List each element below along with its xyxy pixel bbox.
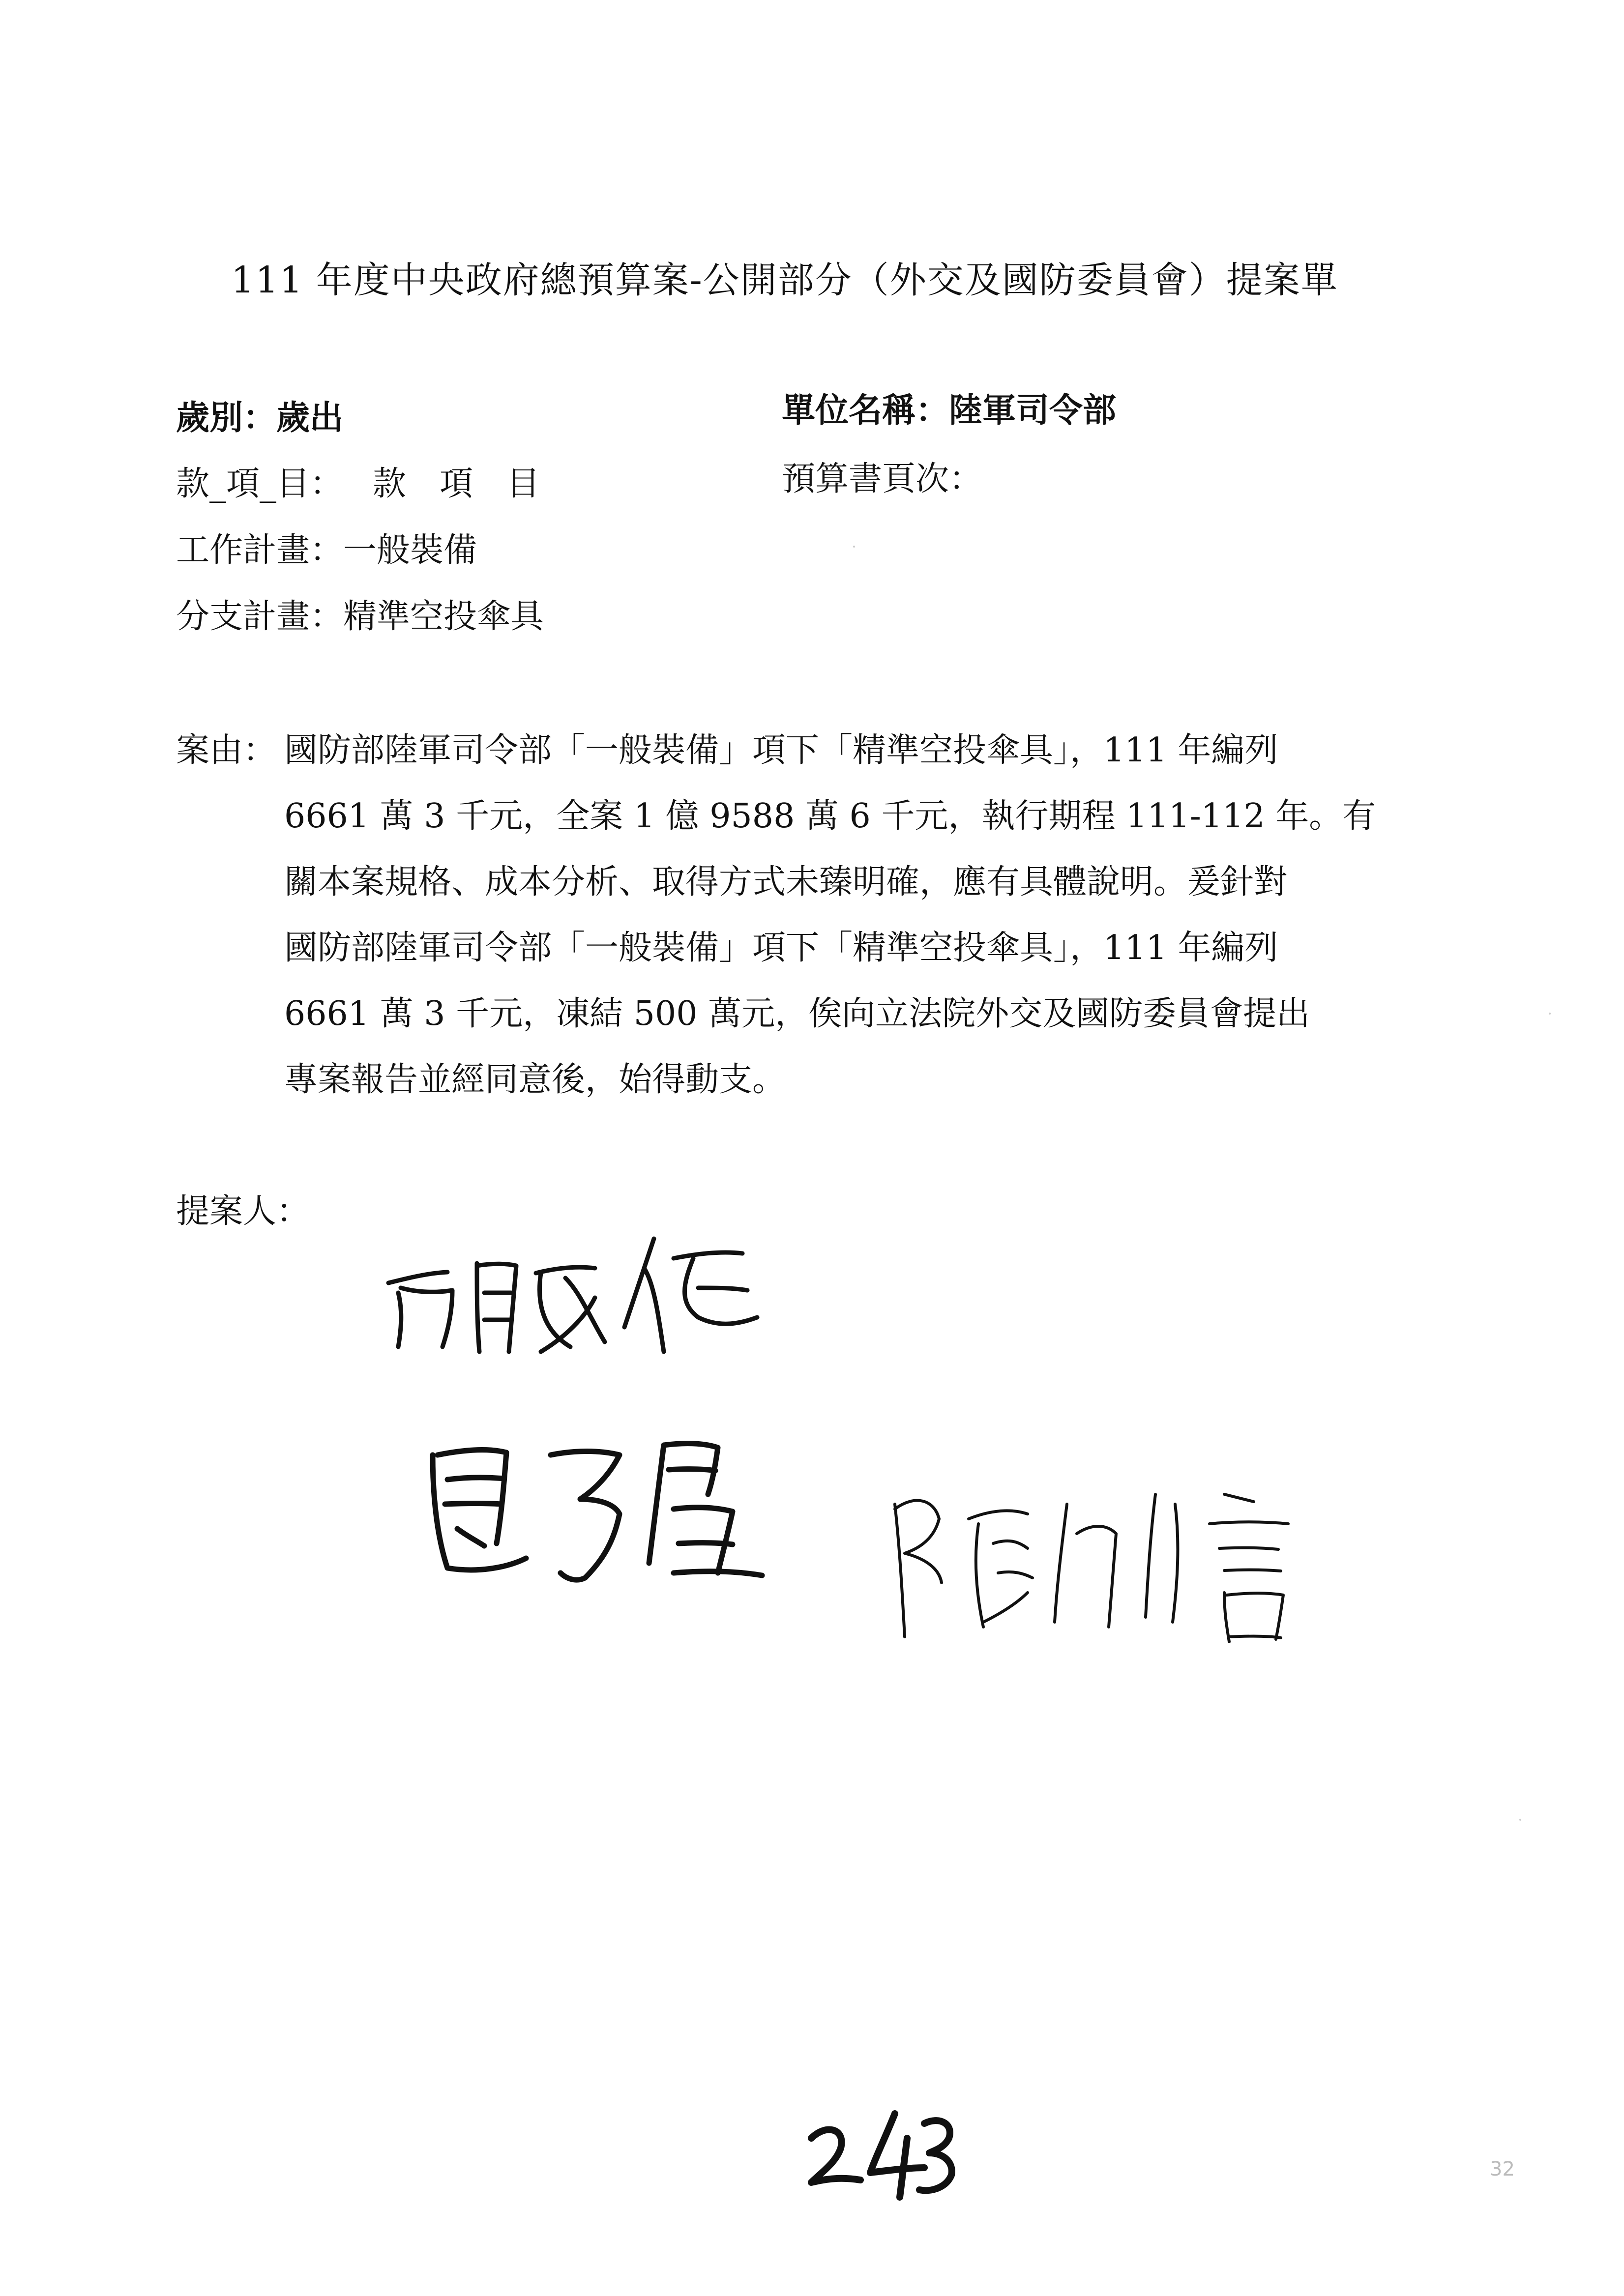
field-label: 分支計畫： [176,597,344,636]
reason-line: 國防部陸軍司令部「一般裝備」項下「精準空投傘具」，111 年編列 [284,929,1278,967]
field-label: 工作計畫： [176,531,344,570]
field-sub-plan [176,592,544,641]
reason-label: 案由： [176,731,277,770]
field-label: 歲別： [176,398,277,437]
field-label: 款_項_目： [176,465,344,503]
corner-mark: 32 [1490,2158,1515,2180]
signature-1 [379,1219,782,1366]
field-sui-bie [176,393,343,442]
field-label: 單位名稱： [782,391,949,430]
signature-2 [418,1425,772,1602]
page-number-drawing [801,2104,959,2202]
field-value: 歲出 [276,398,344,437]
field-work-plan [176,526,477,575]
field-value: 陸軍司令部 [949,391,1117,430]
field-value: 款 項 目 [373,465,540,503]
signature-3-drawing [880,1475,1323,1657]
signature-1-drawing [379,1219,782,1366]
field-label: 預算書頁次： [782,460,983,498]
reason-line: 國防部陸軍司令部「一般裝備」項下「精準空投傘具」，111 年編列 [284,731,1278,770]
scan-speck [1519,1819,1521,1821]
signature-2-drawing [418,1425,772,1602]
proposer-label: 提案人： [176,1192,310,1231]
reason-line: 6661 萬 3 千元，凍結 500 萬元，俟向立法院外交及國防委員會提出 [284,994,1310,1033]
field-value: 一般裝備 [343,531,477,570]
field-budget-page [782,455,982,504]
document-title: 111 年度中央政府總預算案-公開部分（外交及國防委員會）提案單 [231,259,1338,301]
reason-line: 6661 萬 3 千元，全案 1 億 9588 萬 6 千元，執行期程 111-112 年。有 [284,797,1376,836]
field-value: 精準空投傘具 [343,597,544,636]
field-unit [782,386,1116,435]
handwritten-page-number [801,2104,959,2204]
scan-speck [853,546,855,548]
scan-speck [1549,1013,1551,1015]
field-kuan-xiang-mu [176,460,540,509]
reason-line: 專案報告並經同意後，始得動支。 [284,1060,786,1099]
signature-3 [880,1475,1323,1657]
reason-line: 關本案規格、成本分析、取得方式未臻明確，應有具體說明。爰針對 [284,863,1288,901]
